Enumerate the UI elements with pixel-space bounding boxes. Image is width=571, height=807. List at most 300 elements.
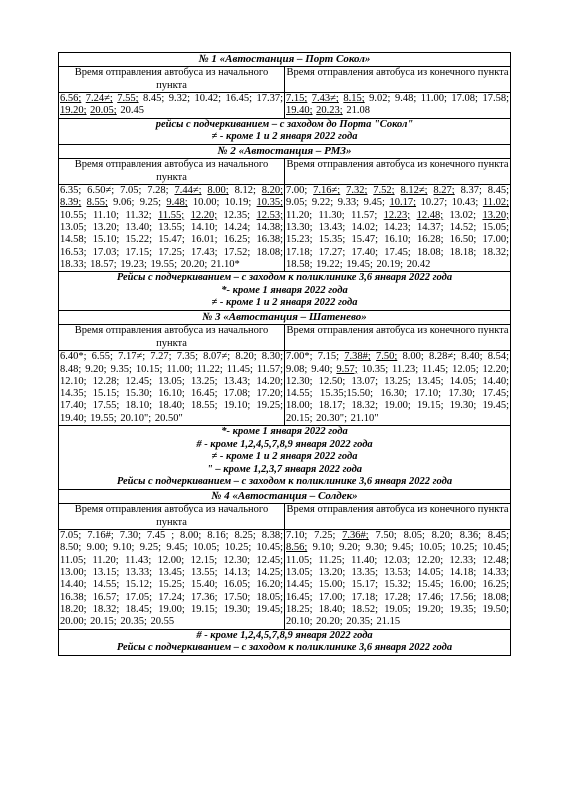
departure-time: 20.05; [90, 105, 117, 117]
departure-time: 10.25; [450, 542, 478, 554]
route-note: Рейсы с подчеркиванием – с заходом к поликлинике 3,6 января 2022 года [59, 642, 511, 655]
times-row [59, 185, 511, 272]
departure-time: 7.05; [120, 185, 142, 197]
departure-time: 18.32; [482, 246, 510, 258]
departure-time: 12.48; [482, 554, 509, 566]
departure-time: 19.30; [449, 400, 477, 412]
route-note: ≠ - кроме 1 и 2 января 2022 года [59, 131, 511, 144]
departure-time: 7.17≠; [118, 351, 146, 363]
departure-time: 7.00*; [286, 351, 313, 363]
departure-time: 19.40; [286, 105, 313, 117]
departure-time: 7.16≠; [313, 185, 341, 197]
departure-time: 19.55; [150, 258, 178, 270]
note-row [59, 629, 511, 642]
departure-time: 13.05; [158, 375, 185, 387]
departure-time: 16.01; [191, 234, 218, 246]
departure-time: 17.43; [191, 246, 218, 258]
departure-time: 8.20; [235, 351, 257, 363]
departure-time: 18.08; [256, 246, 284, 258]
departure-time: 19.20; [60, 105, 87, 117]
departure-time: 17.37; [256, 93, 284, 105]
departure-time: 8.30; [261, 351, 284, 363]
departure-time: 12.20; [482, 363, 510, 375]
departure-time: 9.08; [286, 363, 308, 375]
departure-time: 19.30; [223, 603, 251, 615]
departure-time: 17.46; [417, 591, 444, 603]
departure-time: 14.55; [92, 579, 120, 591]
departure-time: 16.57; [92, 591, 120, 603]
departure-time: 11.32; [125, 209, 152, 221]
route-note: " – кроме 1,2,3,7 января 2022 года [59, 464, 511, 477]
departure-time: 8.20; [431, 530, 453, 542]
end-times-cell [285, 530, 511, 629]
route-title-row [59, 53, 511, 67]
departure-time: 14.37; [417, 222, 444, 234]
departure-time: 8.25; [234, 530, 256, 542]
departure-time: 20.42 [406, 258, 431, 270]
departure-time: 12.53; [256, 209, 283, 221]
note-row [59, 297, 511, 310]
departure-time: 9.45; [363, 197, 385, 209]
departure-time: 20.23; [316, 105, 343, 117]
departure-time: 17.00; [482, 234, 510, 246]
departure-time: 11.22; [196, 363, 223, 375]
departure-time: 16.45; [191, 388, 218, 400]
departure-time: 9.30; [365, 542, 388, 554]
departure-time: 7.15; [317, 351, 340, 363]
departure-time: 11.02; [482, 197, 510, 209]
departure-time: 15.12; [125, 579, 153, 591]
note-row [59, 464, 511, 477]
route-title-row [59, 489, 511, 503]
departure-time: 18.32; [351, 400, 379, 412]
departure-time: 11.40; [351, 554, 378, 566]
departure-time: 11.05; [60, 554, 87, 566]
departure-time: 11.10; [92, 209, 120, 221]
departure-time: 14.18; [449, 567, 477, 579]
note-row [59, 118, 511, 131]
departure-time: 18.40; [318, 603, 346, 615]
departure-time: 18.52; [351, 603, 379, 615]
times-row [59, 93, 511, 119]
departure-time: 15.35; [318, 234, 346, 246]
departure-time: 9.45; [166, 542, 188, 554]
route-title: № 1 «Автостанция – Порт Сокол» [59, 53, 511, 67]
departure-time: 18.10; [125, 400, 153, 412]
departure-time: 14.05; [417, 567, 444, 579]
departure-time: 7.10; [286, 530, 308, 542]
departure-time: 9.35; [110, 363, 132, 375]
col-end-header: Время отправления автобуса из конечного пункта [285, 67, 511, 93]
departure-time: 14.25; [256, 567, 284, 579]
departure-time: 10.05; [192, 542, 220, 554]
departure-time: 13.25; [384, 375, 411, 387]
departure-time: 21.08 [346, 105, 370, 117]
departure-time: 20.35; [346, 616, 373, 628]
departure-time: 17.24; [158, 591, 185, 603]
departure-time: 14.33; [482, 567, 510, 579]
departure-time: 19.00; [384, 400, 411, 412]
departure-time: 13.43; [318, 222, 346, 234]
departure-time: 7.16#; [87, 530, 114, 542]
col-end-header: Время отправления автобуса из конечного пункта [285, 158, 511, 184]
departure-time: 13.05; [286, 567, 313, 579]
departure-time: 7.00; [286, 185, 308, 197]
route-note: ≠ - кроме 1 и 2 января 2022 года [59, 451, 511, 464]
column-header-row [59, 325, 511, 351]
start-times-cell [59, 530, 285, 629]
departure-time: 21.15 [376, 616, 401, 628]
departure-time: 19.05; [384, 603, 411, 615]
departure-time: 19.23; [120, 258, 147, 270]
departure-time: 14.02; [351, 222, 379, 234]
departure-time: 9.20; [339, 542, 361, 554]
departure-time: 12.48; [416, 209, 444, 221]
departure-time: 19.25; [256, 400, 284, 412]
departure-time: 7.44≠; [174, 185, 202, 197]
start-times-cell [59, 351, 285, 426]
departure-time: 13.55; [158, 222, 185, 234]
departure-time: 15.35;15.50; [319, 388, 374, 400]
departure-time: 7.30; [119, 530, 141, 542]
departure-time: 20.30"; [316, 412, 348, 424]
route-title-row [59, 144, 511, 158]
schedule-document [58, 52, 510, 656]
departure-time: 8.45; [487, 530, 510, 542]
departure-time: 17.45; [482, 388, 510, 400]
departure-time: 8.37; [460, 185, 482, 197]
departure-time: 9.48; [166, 197, 188, 209]
departure-time: 14.40; [60, 579, 87, 591]
departure-time: 10.00; [192, 197, 220, 209]
departure-time: 19.50; [482, 603, 510, 615]
departure-time: 20.00; [60, 616, 87, 628]
departure-time: 13.35; [351, 567, 379, 579]
departure-time: 18.32; [92, 603, 120, 615]
departure-time: 15.10; [92, 234, 120, 246]
departure-time: 17.40; [60, 400, 87, 412]
departure-time: 13.30; [286, 222, 313, 234]
col-end-header: Время отправления автобуса из конечного пункта [285, 503, 511, 529]
departure-time: 9.10; [113, 542, 135, 554]
departure-time: 17.50; [223, 591, 251, 603]
departure-time: 10.42; [194, 93, 222, 105]
departure-time: 16.05; [223, 579, 251, 591]
departure-time: 9.22; [311, 197, 334, 209]
departure-time: 16.50; [449, 234, 477, 246]
departure-time: 17.28; [384, 591, 411, 603]
departure-time: 11.57; [256, 363, 284, 375]
column-header-row [59, 158, 511, 184]
departure-time: 19.40; [60, 412, 87, 424]
col-start-header: Время отправления автобуса из начального пункта [59, 158, 285, 184]
departure-time: 13.45; [158, 567, 185, 579]
column-header-row [59, 503, 511, 529]
departure-time: 17.30; [448, 388, 476, 400]
departure-time: 7.24≠; [85, 93, 113, 105]
route-note: рейсы с подчеркиванием – с заходом до Порта "Сокол" [59, 118, 511, 131]
departure-time: 13.55; [191, 567, 218, 579]
end-times-cell [285, 93, 511, 119]
departure-time: 9.06; [113, 197, 135, 209]
departure-time: 6.35; [60, 185, 82, 197]
departure-time: 18.57; [90, 258, 117, 270]
departure-time: 19.15; [191, 603, 218, 615]
departure-time: 7.35; [176, 351, 198, 363]
departure-time: 9.10; [312, 542, 334, 554]
departure-time: 20.20; [180, 258, 208, 270]
departure-time: 15.00; [318, 579, 346, 591]
departure-time: 14.23; [384, 222, 411, 234]
departure-time: 20.35; [120, 616, 147, 628]
departure-time: 17.20; [256, 388, 284, 400]
route-title: № 2 «Автостанция – РМЗ» [59, 144, 511, 158]
departure-time: 10.17; [389, 197, 417, 209]
departure-time: 15.40; [191, 579, 218, 591]
departure-time: 12.20; [416, 554, 444, 566]
departure-time: 8.38; [261, 530, 283, 542]
departure-time: 17.18; [286, 246, 313, 258]
start-times-cell [59, 93, 285, 119]
departure-time: 10.35; [256, 197, 284, 209]
departure-time: 7.50; [375, 530, 397, 542]
departure-time: 7.55; [117, 93, 139, 105]
departure-time: 8.55; [86, 197, 108, 209]
departure-time: 13.00; [60, 567, 87, 579]
departure-time: 16.10; [158, 388, 185, 400]
departure-time: 16.45; [225, 93, 253, 105]
departure-time: 18.00; [286, 400, 313, 412]
departure-time: 13.15; [92, 567, 120, 579]
departure-time: 16.38; [256, 234, 284, 246]
departure-time: 20.45 [120, 105, 144, 117]
col-start-header: Время отправления автобуса из начального пункта [59, 325, 285, 351]
departure-time: 15.45; [417, 579, 444, 591]
departure-time: 8.00; [402, 351, 424, 363]
departure-time: 12.23; [383, 209, 411, 221]
departure-time: 7.36#; [342, 530, 369, 542]
departure-time: 18.05; [256, 591, 284, 603]
note-row [59, 439, 511, 452]
column-header-row [59, 67, 511, 93]
departure-time: 12.00; [157, 554, 185, 566]
departure-time: 13.02; [449, 209, 477, 221]
departure-time: 16.53; [60, 246, 87, 258]
departure-time: 12.10; [60, 375, 87, 387]
departure-time: 19.20; [417, 603, 444, 615]
departure-time: 18.18; [449, 246, 477, 258]
route-title-row [59, 311, 511, 325]
departure-time: 17.08; [223, 388, 251, 400]
departure-time: 9.00; [86, 542, 108, 554]
departure-time: 13.07; [351, 375, 379, 387]
departure-time: 8.45; [143, 93, 165, 105]
departure-time: 11.57; [351, 209, 378, 221]
departure-time: 18.20; [60, 603, 87, 615]
departure-time: 18.45; [125, 603, 153, 615]
departure-time: 20.10"; [120, 412, 152, 424]
departure-time: 10.45; [482, 542, 510, 554]
departure-time: 15.22; [125, 234, 153, 246]
departure-time: 6.40*; [60, 351, 87, 363]
departure-time: 8.50; [60, 542, 82, 554]
departure-time: 13.43; [223, 375, 251, 387]
departure-time: 16.25; [223, 234, 251, 246]
departure-time: 13.05; [60, 222, 87, 234]
departure-time: 16.38; [60, 591, 87, 603]
departure-time: 14.10; [191, 222, 218, 234]
note-row [59, 642, 511, 655]
departure-time: 12.30; [223, 554, 251, 566]
departure-time: 20.15; [90, 616, 117, 628]
departure-time: 9.57; [336, 363, 358, 375]
departure-time: 8.39; [60, 197, 82, 209]
departure-time: 11.55; [158, 209, 185, 221]
departure-time: 7.38#; [344, 351, 371, 363]
departure-time: 10.45; [256, 542, 284, 554]
departure-time: 7.45 ; [146, 530, 175, 542]
departure-time: 19.22; [316, 258, 343, 270]
departure-time: 13.45; [417, 375, 444, 387]
departure-time: 21.10" [350, 412, 379, 424]
departure-time: 7.50; [376, 351, 398, 363]
departure-time: 20.10; [286, 616, 313, 628]
departure-time: 9.05; [286, 197, 308, 209]
departure-time: 17.52; [223, 246, 251, 258]
departure-time: 7.52; [373, 185, 395, 197]
departure-time: 12.20; [190, 209, 218, 221]
route-note: ≠ - кроме 1 и 2 января 2022 года [59, 297, 511, 310]
departure-time: 18.08; [482, 591, 510, 603]
departure-time: 8.05; [403, 530, 425, 542]
departure-time: 8.56; [286, 542, 308, 554]
route-note: *- кроме 1 января 2022 года [59, 285, 511, 298]
departure-time: 12.50; [318, 375, 346, 387]
departure-time: 17.05; [125, 591, 153, 603]
departure-time: 17.45; [384, 246, 411, 258]
departure-time: 8.28≠; [429, 351, 457, 363]
note-row [59, 425, 511, 438]
departure-time: 8.12; [234, 185, 256, 197]
departure-time: 8.54; [487, 351, 510, 363]
departure-time: 17.55; [92, 400, 120, 412]
departure-time: 9.45; [392, 542, 414, 554]
departure-time: 8.12≠; [400, 185, 428, 197]
departure-time: 18.55; [191, 400, 218, 412]
end-times-cell [285, 185, 511, 272]
departure-time: 17.18; [351, 591, 379, 603]
departure-time: 8.40; [461, 351, 483, 363]
departure-time: 20.50" [154, 412, 183, 424]
departure-time: 11.05; [286, 554, 313, 566]
departure-time: 6.56; [60, 93, 82, 105]
departure-time: 17.00; [318, 591, 346, 603]
departure-time: 17.40; [351, 246, 379, 258]
note-row [59, 476, 511, 489]
departure-time: 13.20; [482, 209, 509, 221]
route-note: Рейсы с подчеркиванием – с заходом к поликлинике 3,6 января 2022 года [59, 272, 511, 285]
departure-time: 12.45; [125, 375, 153, 387]
departure-time: 8.16; [207, 530, 229, 542]
departure-time: 6.55; [91, 351, 113, 363]
departure-time: 8.45; [487, 185, 510, 197]
departure-time: 14.58; [60, 234, 87, 246]
route-note: *- кроме 1 января 2022 года [59, 425, 511, 438]
departure-time: 14.38; [256, 222, 284, 234]
departure-time: 9.25; [139, 542, 162, 554]
departure-time: 10.05; [418, 542, 446, 554]
route-title: № 3 «Автостанция – Шатенево» [59, 311, 511, 325]
departure-time: 13.20; [92, 222, 120, 234]
departure-time: 7.28; [147, 185, 169, 197]
departure-time: 18.08; [417, 246, 444, 258]
departure-time: 19.35; [449, 603, 477, 615]
departure-time: 11.20; [286, 209, 313, 221]
departure-time: 11.23; [392, 363, 419, 375]
route-title: № 4 «Автостанция – Солдек» [59, 489, 511, 503]
departure-time: 20.15; [286, 412, 313, 424]
departure-time: 9.25; [139, 197, 162, 209]
departure-time: 16.25; [482, 579, 510, 591]
departure-time: 19.00; [158, 603, 185, 615]
departure-time: 14.40; [482, 375, 510, 387]
departure-time: 15.05; [482, 222, 510, 234]
departure-time: 13.33; [125, 567, 153, 579]
times-row [59, 530, 511, 629]
departure-time: 16.20; [256, 579, 284, 591]
departure-time: 19.10; [223, 400, 251, 412]
departure-time: 9.02; [369, 93, 391, 105]
departure-time: 17.27; [318, 246, 346, 258]
departure-time: 15.32; [384, 579, 411, 591]
departure-time: 14.20; [256, 375, 284, 387]
departure-time: 8.00; [180, 530, 202, 542]
departure-time: 8.20; [261, 185, 284, 197]
departure-time: 16.00; [449, 579, 477, 591]
route-note: Рейсы с подчеркиванием – с заходом к поликлинике 3,6 января 2022 года [59, 476, 511, 489]
departure-time: 10.43; [451, 197, 479, 209]
end-times-cell [285, 351, 511, 426]
departure-time: 15.23; [286, 234, 313, 246]
col-start-header: Время отправления автобуса из начального пункта [59, 67, 285, 93]
departure-time: 14.55; [286, 388, 313, 400]
note-row [59, 451, 511, 464]
departure-time: 10.25; [224, 542, 252, 554]
departure-time: 19.45; [346, 258, 373, 270]
route-note: # - кроме 1,2,4,5,7,8,9 января 2022 года [59, 629, 511, 642]
departure-time: 13.25; [191, 375, 218, 387]
departure-time: 20.55 [150, 616, 175, 628]
departure-time: 16.45; [286, 591, 313, 603]
departure-time: 12.15; [190, 554, 218, 566]
departure-time: 8.15; [343, 93, 365, 105]
departure-time: 18.58; [286, 258, 313, 270]
departure-time: 17.25; [158, 246, 185, 258]
col-start-header: Время отправления автобуса из начального пункта [59, 503, 285, 529]
departure-time: 9.33; [337, 197, 360, 209]
departure-time: 17.15; [125, 246, 153, 258]
departure-time: 14.35; [60, 388, 87, 400]
departure-time: 12.05; [452, 363, 479, 375]
departure-time: 17.56; [449, 591, 477, 603]
departure-time: 11.20; [92, 554, 119, 566]
times-row [59, 351, 511, 426]
departure-time: 8.07≠; [203, 351, 231, 363]
departure-time: 8.00; [207, 185, 229, 197]
departure-time: 7.32; [346, 185, 368, 197]
departure-time: 15.15; [92, 388, 120, 400]
departure-time: 13.53; [384, 567, 411, 579]
